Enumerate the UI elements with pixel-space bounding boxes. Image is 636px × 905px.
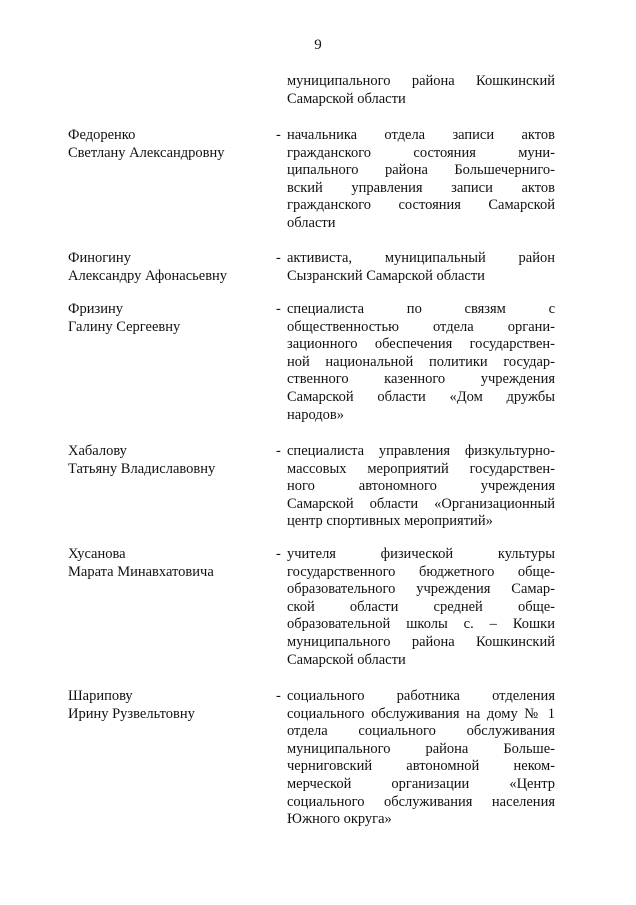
position-line: государственного бюджетного обще- bbox=[287, 563, 555, 580]
entry-dash: - bbox=[276, 127, 281, 143]
position-line: центр спортивных мероприятий» bbox=[287, 513, 493, 530]
person-given-names: Марата Минавхатовича bbox=[68, 563, 214, 580]
person-given-names: Ирину Рузвельтовну bbox=[68, 705, 195, 722]
position-line: ной национальной политики государ- bbox=[287, 353, 555, 370]
position-line: муниципального района Кошкинский bbox=[287, 634, 555, 650]
person-surname: Федоренко bbox=[68, 127, 136, 143]
person-surname: Шарипову bbox=[68, 688, 133, 704]
person-surname: Финогину bbox=[68, 250, 131, 266]
position-line: черниговский автономной неком- bbox=[287, 758, 555, 775]
person-given-names: Татьяну Владиславовну bbox=[68, 460, 216, 477]
position-line: учителя физической культуры bbox=[287, 546, 555, 562]
person-surname: Фризину bbox=[68, 301, 123, 317]
position-line: Южного округа» bbox=[287, 811, 392, 828]
position-line: массовых мероприятий государствен- bbox=[287, 460, 555, 477]
person-given-names: Александру Афонасьевну bbox=[68, 267, 228, 284]
position-line: социального обслуживания населения bbox=[287, 793, 555, 810]
entry-dash: - bbox=[276, 301, 281, 317]
position-line: зационного обеспечения государствен- bbox=[287, 336, 555, 353]
position-line: гражданского состояния Самарской bbox=[287, 197, 555, 214]
carryover-line: муниципального района Кошкинский bbox=[287, 73, 555, 89]
position-line: образовательного учреждения Самар- bbox=[287, 581, 555, 598]
position-line: социального обслуживания на дому № 1 bbox=[287, 705, 555, 722]
page-number: 9 bbox=[314, 37, 322, 53]
position-line: специалиста по связям с bbox=[287, 301, 555, 317]
position-line: отдела социального обслуживания bbox=[287, 723, 555, 740]
person-given-names: Галину Сергеевну bbox=[68, 318, 181, 335]
position-line: мерческой организации «Центр bbox=[287, 776, 555, 792]
position-line: Сызранский Самарской области bbox=[287, 267, 485, 284]
position-line: ного автономного учреждения bbox=[287, 478, 555, 495]
position-line: начальника отдела записи актов bbox=[287, 127, 555, 143]
position-line: вский управления записи актов bbox=[287, 179, 555, 196]
position-line: социального работника отделения bbox=[287, 688, 555, 704]
position-line: Самарской области «Организационный bbox=[287, 495, 555, 512]
carryover-line: Самарской области bbox=[287, 90, 406, 107]
position-line: гражданского состояния муни- bbox=[287, 144, 555, 161]
position-line: ственного казенного учреждения bbox=[287, 371, 555, 388]
entry-dash: - bbox=[276, 443, 281, 459]
entry-dash: - bbox=[276, 250, 281, 266]
person-surname: Хабалову bbox=[68, 443, 127, 459]
person-given-names: Светлану Александровну bbox=[68, 144, 225, 161]
position-line: народов» bbox=[287, 406, 345, 423]
entry-dash: - bbox=[276, 688, 281, 704]
position-line: ципального района Большечерниго- bbox=[287, 162, 555, 179]
position-line: области bbox=[287, 215, 336, 231]
entry-dash: - bbox=[276, 546, 281, 562]
person-surname: Хусанова bbox=[68, 546, 126, 562]
position-line: Самарской области bbox=[287, 651, 406, 668]
position-line: муниципального района Больше- bbox=[287, 740, 555, 757]
position-line: Самарской области «Дом дружбы bbox=[287, 389, 555, 405]
position-line: активиста, муниципальный район bbox=[287, 250, 555, 266]
position-line: специалиста управления физкультурно- bbox=[287, 443, 555, 459]
position-line: общественностью отдела органи- bbox=[287, 318, 555, 335]
position-line: ской области средней обще- bbox=[287, 598, 555, 615]
position-line: образовательной школы с. – Кошки bbox=[287, 616, 555, 633]
